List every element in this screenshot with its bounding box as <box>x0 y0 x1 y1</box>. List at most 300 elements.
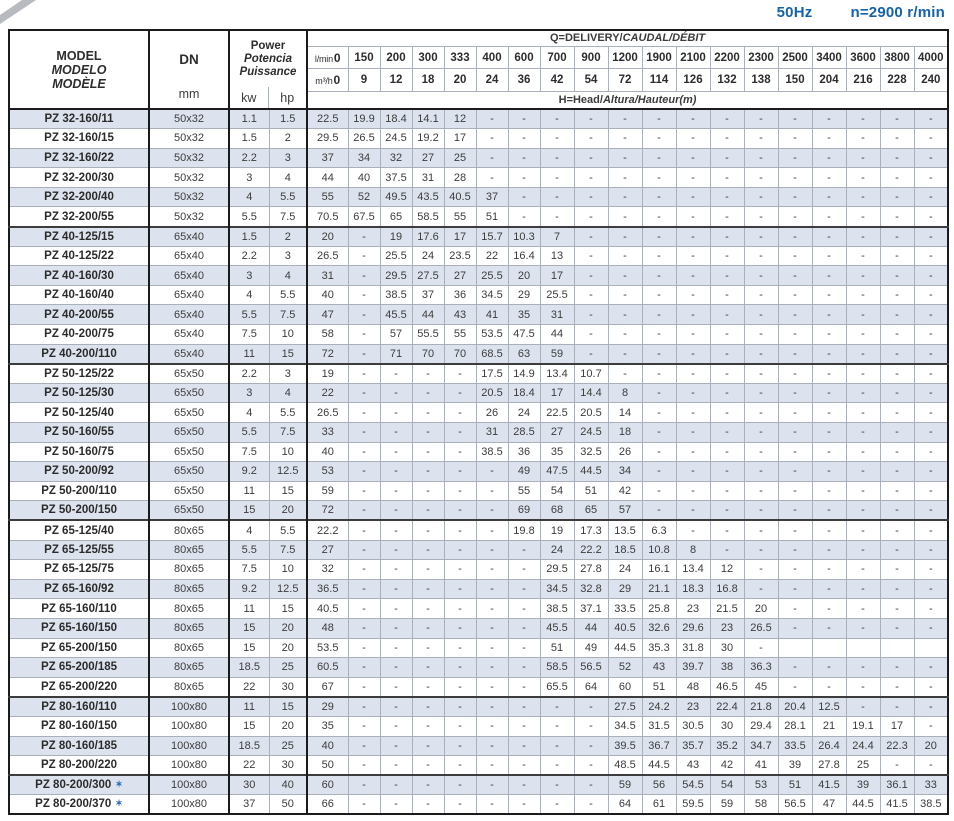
head-cell: - <box>846 168 880 188</box>
head-cell: - <box>812 442 846 462</box>
head-cell: - <box>812 207 846 227</box>
table-row <box>9 423 948 443</box>
head-cell: - <box>476 481 508 501</box>
head-cell: 66 <box>307 795 348 815</box>
head-cell: 17 <box>540 383 574 403</box>
head-cell: 8 <box>608 383 642 403</box>
head-cell: - <box>380 423 412 443</box>
head-cell: - <box>710 403 744 423</box>
head-cell: 23.5 <box>444 246 476 266</box>
head-cell: 44 <box>307 168 348 188</box>
head-cell: 18.4 <box>380 109 412 129</box>
model-cell: PZ 50-200/150 <box>9 501 149 521</box>
head-cell: - <box>608 109 642 129</box>
head-cell: 19.8 <box>508 520 540 540</box>
head-cell: - <box>444 775 476 795</box>
head-cell: 28.1 <box>778 716 812 736</box>
dn-cell: 100x80 <box>149 716 229 736</box>
head-cell: - <box>540 775 574 795</box>
flow-lmin-header: 1200 <box>608 46 642 69</box>
head-cell: 14.9 <box>508 364 540 384</box>
head-cell: 35.2 <box>710 736 744 756</box>
head-cell: 36.7 <box>642 736 676 756</box>
head-cell: 17.6 <box>412 227 444 247</box>
head-cell: - <box>348 325 380 345</box>
head-cell: - <box>880 599 914 619</box>
hp-cell: 2 <box>269 129 307 149</box>
head-cell: - <box>846 305 880 325</box>
kw-cell: 3 <box>229 266 269 286</box>
head-cell: 29.4 <box>744 716 778 736</box>
head-cell: - <box>914 266 948 286</box>
head-cell: 42 <box>710 756 744 776</box>
hp-cell: 10 <box>269 325 307 345</box>
head-cell: - <box>380 442 412 462</box>
head-cell: - <box>540 187 574 207</box>
head-cell: 23 <box>676 599 710 619</box>
flow-lmin-header: 2300 <box>744 46 778 69</box>
model-cell: PZ 32-160/22 <box>9 148 149 168</box>
head-cell: - <box>348 246 380 266</box>
model-cell: PZ 65-125/75 <box>9 560 149 580</box>
page-corner-decoration <box>0 0 36 24</box>
head-cell: - <box>642 305 676 325</box>
model-cell: PZ 40-125/15 <box>9 227 149 247</box>
head-cell: - <box>812 246 846 266</box>
head-cell: 60 <box>307 775 348 795</box>
head-cell: - <box>476 129 508 149</box>
table-row <box>9 227 948 247</box>
head-cell: - <box>812 501 846 521</box>
flow-m3h-header: 132 <box>710 69 744 92</box>
head-cell: 24.5 <box>574 423 608 443</box>
head-cell: 52 <box>608 658 642 678</box>
head-cell: - <box>914 560 948 580</box>
head-cell: 17 <box>540 266 574 286</box>
power-column-header <box>229 30 307 109</box>
kw-cell: 4 <box>229 520 269 540</box>
model-cell: PZ 32-200/40 <box>9 187 149 207</box>
head-cell: - <box>846 148 880 168</box>
head-cell: 35.3 <box>642 638 676 658</box>
head-cell: - <box>412 364 444 384</box>
head-cell: - <box>778 501 812 521</box>
hp-cell: 10 <box>269 560 307 580</box>
head-cell: 65 <box>380 207 412 227</box>
head-cell: - <box>412 677 444 697</box>
head-cell: 60.5 <box>307 658 348 678</box>
head-cell: 25 <box>846 756 880 776</box>
head-cell: - <box>444 677 476 697</box>
head-cell: - <box>914 462 948 482</box>
head-cell: - <box>710 540 744 560</box>
dn-cell: 100x80 <box>149 736 229 756</box>
head-cell: - <box>380 540 412 560</box>
head-cell: - <box>778 364 812 384</box>
dn-cell: 65x40 <box>149 325 229 345</box>
head-cell: - <box>812 285 846 305</box>
head-cell <box>812 638 846 658</box>
head-cell: 32.5 <box>574 442 608 462</box>
flow-lmin-header: 2100 <box>676 46 710 69</box>
head-cell: 43 <box>676 756 710 776</box>
head-cell: - <box>380 677 412 697</box>
flow-m3h-header: 72 <box>608 69 642 92</box>
head-cell: 55 <box>444 207 476 227</box>
model-cell: PZ 65-200/185 <box>9 658 149 678</box>
head-cell: - <box>540 716 574 736</box>
head-cell: - <box>676 285 710 305</box>
model-label-es: MODELO <box>51 62 107 77</box>
hp-cell: 20 <box>269 501 307 521</box>
dn-cell: 65x40 <box>149 305 229 325</box>
head-cell: - <box>508 207 540 227</box>
head-cell: - <box>476 579 508 599</box>
head-cell: 55 <box>508 481 540 501</box>
head-cell: 12 <box>710 560 744 580</box>
kw-cell: 9.2 <box>229 579 269 599</box>
delivery-title-plain: Q=DELIVERY/ <box>549 32 623 45</box>
model-cell: PZ 50-125/22 <box>9 364 149 384</box>
head-cell: - <box>880 109 914 129</box>
head-cell: - <box>348 364 380 384</box>
head-cell: 41 <box>744 756 778 776</box>
head-cell: - <box>744 383 778 403</box>
table-row <box>9 109 948 129</box>
head-cell: 50 <box>307 756 348 776</box>
hp-cell: 4 <box>269 383 307 403</box>
head-cell: 38.5 <box>476 442 508 462</box>
head-cell: 22.5 <box>540 403 574 423</box>
head-cell: 14 <box>608 403 642 423</box>
head-cell: - <box>710 383 744 403</box>
head-cell: 13.4 <box>540 364 574 384</box>
head-cell: - <box>444 697 476 717</box>
model-cell: PZ 65-200/150 <box>9 638 149 658</box>
head-cell: - <box>846 599 880 619</box>
table-row <box>9 129 948 149</box>
head-cell: - <box>380 697 412 717</box>
head-cell: 59 <box>608 775 642 795</box>
head-cell: - <box>348 736 380 756</box>
head-cell: 68.5 <box>476 344 508 364</box>
table-row <box>9 481 948 501</box>
head-cell: - <box>476 462 508 482</box>
head-cell: 26 <box>476 403 508 423</box>
dn-cell: 65x50 <box>149 501 229 521</box>
model-cell: PZ 65-200/220 <box>9 677 149 697</box>
head-cell: - <box>444 618 476 638</box>
head-cell: - <box>574 736 608 756</box>
head-cell: - <box>710 129 744 149</box>
table-row <box>9 736 948 756</box>
head-cell: 32 <box>380 148 412 168</box>
head-cell: - <box>676 305 710 325</box>
head-cell: - <box>508 638 540 658</box>
head-cell: 24 <box>540 540 574 560</box>
head-cell: - <box>412 658 444 678</box>
head-cell: 24.5 <box>380 129 412 149</box>
head-cell: - <box>642 148 676 168</box>
flow-lmin-header: 4000 <box>914 46 948 69</box>
head-cell: - <box>914 383 948 403</box>
head-cell: - <box>444 540 476 560</box>
asterisk-icon: ✶ <box>115 779 123 790</box>
head-cell: - <box>846 618 880 638</box>
head-cell: - <box>846 462 880 482</box>
head-cell: 28.5 <box>508 423 540 443</box>
model-cell: PZ 80-160/150 <box>9 716 149 736</box>
dn-cell: 65x50 <box>149 364 229 384</box>
head-cell: - <box>476 697 508 717</box>
kw-cell: 7.5 <box>229 560 269 580</box>
head-cell: - <box>778 618 812 638</box>
table-row <box>9 403 948 423</box>
head-cell: 43 <box>642 658 676 678</box>
head-cell: - <box>348 442 380 462</box>
head-cell: - <box>642 325 676 345</box>
head-cell: 37 <box>307 148 348 168</box>
head-cell: - <box>846 187 880 207</box>
head-cell: 16.8 <box>710 579 744 599</box>
flow-m3h-header: 20 <box>444 69 476 92</box>
head-cell: - <box>846 423 880 443</box>
head-cell: - <box>444 736 476 756</box>
head-cell: 58 <box>744 795 778 815</box>
head-cell: - <box>880 658 914 678</box>
head-cell: 21 <box>812 716 846 736</box>
head-cell: - <box>348 501 380 521</box>
hp-cell: 7.5 <box>269 305 307 325</box>
hp-cell: 3 <box>269 148 307 168</box>
head-cell: 40 <box>307 736 348 756</box>
head-cell: 19 <box>380 227 412 247</box>
head-cell: 31 <box>412 168 444 188</box>
head-cell: - <box>444 599 476 619</box>
head-cell: - <box>608 325 642 345</box>
head-cell: - <box>880 677 914 697</box>
head-cell: - <box>778 109 812 129</box>
head-cell: - <box>710 325 744 345</box>
head-cell: 53 <box>307 462 348 482</box>
table-row <box>9 795 948 815</box>
head-cell: 44.5 <box>642 756 676 776</box>
flow-lmin-header: 3800 <box>880 46 914 69</box>
table-row <box>9 148 948 168</box>
head-cell: - <box>608 129 642 149</box>
model-cell: PZ 32-160/15 <box>9 129 149 149</box>
head-cell: - <box>710 109 744 129</box>
flow-lmin-header: 600 <box>508 46 540 69</box>
table-row <box>9 599 948 619</box>
head-cell: - <box>880 344 914 364</box>
head-cell: 55.5 <box>412 325 444 345</box>
table-row <box>9 442 948 462</box>
head-cell: - <box>812 129 846 149</box>
table-row <box>9 207 948 227</box>
head-cell: 20 <box>914 736 948 756</box>
head-cell: - <box>380 599 412 619</box>
head-cell: - <box>778 423 812 443</box>
head-cell: - <box>846 364 880 384</box>
head-cell: 27.5 <box>608 697 642 717</box>
head-cell: 43 <box>444 305 476 325</box>
head-cell: 68 <box>540 501 574 521</box>
head-cell: - <box>444 756 476 776</box>
head-cell: - <box>880 227 914 247</box>
head-cell: - <box>476 736 508 756</box>
head-cell: - <box>508 795 540 815</box>
head-cell: - <box>778 168 812 188</box>
head-cell: - <box>348 383 380 403</box>
head-cell: - <box>744 364 778 384</box>
model-cell: PZ 40-160/40 <box>9 285 149 305</box>
model-cell: PZ 65-125/55 <box>9 540 149 560</box>
flow-m3h-header: 42 <box>540 69 574 92</box>
head-cell: - <box>642 403 676 423</box>
kw-unit-label: kw <box>241 90 257 105</box>
dn-cell: 100x80 <box>149 756 229 776</box>
head-cell: 35 <box>540 442 574 462</box>
head-cell: 26.5 <box>307 403 348 423</box>
head-cell: 25.8 <box>642 599 676 619</box>
head-cell: - <box>846 246 880 266</box>
head-cell: - <box>914 325 948 345</box>
head-cell: - <box>574 775 608 795</box>
hp-cell: 50 <box>269 795 307 815</box>
head-cell: - <box>412 520 444 540</box>
head-cell: - <box>812 520 846 540</box>
flow-lmin-header: 2500 <box>778 46 812 69</box>
head-cell: 10.7 <box>574 364 608 384</box>
head-cell: 20 <box>307 227 348 247</box>
head-cell: - <box>444 579 476 599</box>
hp-cell: 30 <box>269 756 307 776</box>
head-cell: 14.4 <box>574 383 608 403</box>
rotation-speed-label: n=2900 r/min <box>850 4 945 21</box>
head-cell: - <box>348 618 380 638</box>
head-cell: - <box>744 560 778 580</box>
head-cell: 70 <box>412 344 444 364</box>
head-cell: - <box>880 148 914 168</box>
head-cell: 33.5 <box>778 736 812 756</box>
head-cell: 13.5 <box>608 520 642 540</box>
head-cell: - <box>412 481 444 501</box>
head-cell: - <box>710 423 744 443</box>
delivery-title-italic: CAUDAL/DÉBIT <box>622 32 706 45</box>
head-cell: - <box>880 403 914 423</box>
head-cell: 41.5 <box>812 775 846 795</box>
head-cell: 43.5 <box>412 187 444 207</box>
flow-lmin-header: 300 <box>412 46 444 69</box>
head-cell: 10.3 <box>508 227 540 247</box>
flow-m3h-header: 228 <box>880 69 914 92</box>
head-cell: 44 <box>540 325 574 345</box>
head-cell: - <box>710 520 744 540</box>
head-cell: 21.8 <box>744 697 778 717</box>
head-cell: - <box>380 658 412 678</box>
head-cell: - <box>744 246 778 266</box>
head-cell: 44.5 <box>574 462 608 482</box>
flow-lmin-header: 333 <box>444 46 476 69</box>
head-cell: 19.2 <box>412 129 444 149</box>
head-cell: - <box>348 677 380 697</box>
head-cell: 16.4 <box>508 246 540 266</box>
head-cell: - <box>444 423 476 443</box>
kw-cell: 11 <box>229 344 269 364</box>
head-cell: 53 <box>744 775 778 795</box>
head-cell: 40 <box>307 285 348 305</box>
head-cell: - <box>476 560 508 580</box>
kw-cell: 11 <box>229 599 269 619</box>
head-cell: 47.5 <box>540 462 574 482</box>
head-cell: 70.5 <box>307 207 348 227</box>
head-cell: - <box>710 481 744 501</box>
head-cell: - <box>412 540 444 560</box>
flow-lmin-header: 3400 <box>812 46 846 69</box>
head-cell: 24 <box>412 246 444 266</box>
kw-cell: 5.5 <box>229 540 269 560</box>
head-cell: - <box>444 638 476 658</box>
head-cell: 51 <box>540 638 574 658</box>
head-cell: - <box>444 442 476 462</box>
table-row <box>9 305 948 325</box>
head-cell: 29.6 <box>676 618 710 638</box>
head-cell: - <box>348 716 380 736</box>
kw-cell: 11 <box>229 481 269 501</box>
kw-cell: 15 <box>229 501 269 521</box>
head-cell: - <box>476 540 508 560</box>
hp-cell: 20 <box>269 618 307 638</box>
head-cell: - <box>744 501 778 521</box>
head-cell: - <box>778 148 812 168</box>
head-cell: - <box>880 266 914 286</box>
head-cell: - <box>540 168 574 188</box>
head-cell: 72 <box>307 344 348 364</box>
head-cell: 30 <box>710 638 744 658</box>
head-cell: 61 <box>642 795 676 815</box>
head-cell: - <box>574 109 608 129</box>
head-title <box>307 92 948 109</box>
head-cell: - <box>642 383 676 403</box>
head-cell: - <box>476 599 508 619</box>
table-row <box>9 266 948 286</box>
head-cell: - <box>914 618 948 638</box>
head-cell: - <box>380 501 412 521</box>
head-cell: 47 <box>307 305 348 325</box>
head-cell: - <box>778 599 812 619</box>
head-cell: 37 <box>412 285 444 305</box>
head-cell: - <box>348 795 380 815</box>
head-cell: - <box>880 520 914 540</box>
head-cell: - <box>574 697 608 717</box>
head-cell: 48 <box>307 618 348 638</box>
head-cell: - <box>412 618 444 638</box>
head-cell: - <box>880 364 914 384</box>
flow-m3h-header: 24 <box>476 69 508 92</box>
head-cell: - <box>412 579 444 599</box>
head-cell: - <box>914 403 948 423</box>
head-cell: - <box>380 638 412 658</box>
head-cell: - <box>676 129 710 149</box>
model-cell: PZ 40-200/55 <box>9 305 149 325</box>
head-cell: 52 <box>348 187 380 207</box>
model-cell: PZ 65-160/150 <box>9 618 149 638</box>
head-cell: 18.4 <box>508 383 540 403</box>
head-cell: - <box>476 756 508 776</box>
head-cell: 49 <box>508 462 540 482</box>
head-cell: 10.8 <box>642 540 676 560</box>
